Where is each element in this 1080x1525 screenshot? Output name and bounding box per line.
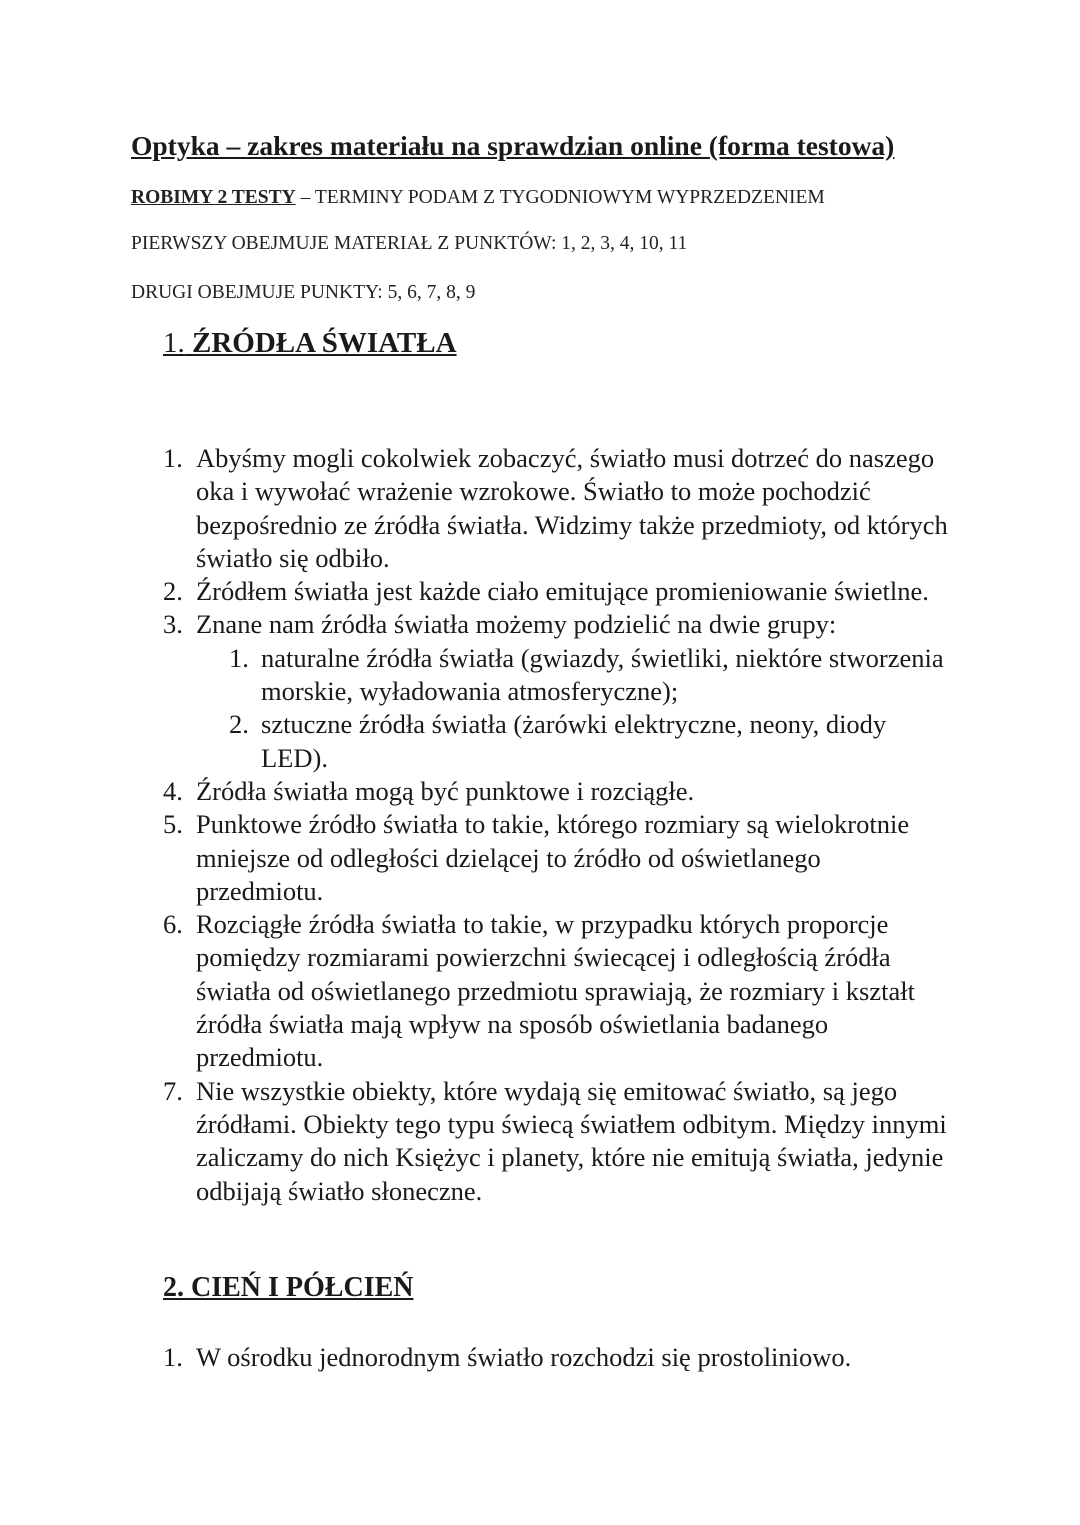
list-item-marker: 6. xyxy=(163,909,183,940)
list-item-text: Abyśmy mogli cokolwiek zobaczyć, światło musi dotrzeć do naszego oka i wywołać wrażenie wzrokowe. Światło to może pochodzić bezpośrednio ze źródła światła. Widzimy także przedmioty, od których światło się odbiło. xyxy=(196,443,948,573)
list-item-text: Znane nam źródła światła możemy podzielić na dwie grupy: xyxy=(196,609,837,640)
list-item xyxy=(163,775,953,808)
list-item xyxy=(163,1075,953,1208)
sub-list xyxy=(196,642,953,775)
section-2-list xyxy=(163,1341,953,1374)
document-title: Optyka – zakres materiału na sprawdzian online (forma testowa) xyxy=(131,130,895,161)
section-1-list xyxy=(163,442,953,1208)
section-1-number: 1. xyxy=(163,327,185,359)
list-item xyxy=(163,442,953,575)
list-item-text: Nie wszystkie obiekty, które wydają się emitować światło, są jego źródłami. Obiekty tego typu świecą światłem odbitym. Między innymi zaliczamy do nich Księżyc i planety, które nie emitują światła, jedynie odbijają światło słoneczne. xyxy=(196,1075,947,1206)
list-item-marker: 3. xyxy=(163,609,183,640)
list-item xyxy=(163,808,953,908)
section-2-title: CIEŃ I PÓŁCIEŃ xyxy=(191,1272,414,1303)
section-2-number: 2. xyxy=(163,1272,184,1303)
list-item xyxy=(163,908,953,1074)
sub-list-item xyxy=(229,642,953,709)
list-item xyxy=(163,575,953,608)
list-item-marker: 1. xyxy=(163,443,183,473)
list-item-text: Źródłem światła jest każde ciało emitujące promieniowanie świetlne. xyxy=(196,576,929,607)
section-2-heading xyxy=(163,1272,413,1304)
meta-tests-count: ROBIMY 2 TESTY xyxy=(131,187,296,208)
list-item xyxy=(163,1341,953,1374)
list-item-text: Źródła światła mogą być punktowe i rozciągłe. xyxy=(196,775,695,806)
list-item-text: Punktowe źródło światła to takie, którego rozmiary są wielokrotnie mniejsze od odległości dzielącej to źródło od oświetlanego przedmiotu. xyxy=(196,809,910,906)
sub-list-item-marker: 1. xyxy=(229,642,249,673)
sub-list-item-text: sztuczne źródła światła (żarówki elektryczne, neony, diody LED). xyxy=(261,709,887,773)
meta-tests-terms: – TERMINY PODAM Z TYGODNIOWYM WYPRZEDZENIEM xyxy=(295,187,825,208)
sub-list-item xyxy=(229,708,953,775)
list-item-text: W ośrodku jednorodnym światło rozchodzi się prostoliniowo. xyxy=(196,1342,852,1372)
section-1-heading xyxy=(163,327,457,360)
meta-first-test-scope: PIERWSZY OBEJMUJE MATERIAŁ Z PUNKTÓW: 1, 2, 3, 4, 10, 11 xyxy=(131,233,688,254)
sub-list-item-marker: 2. xyxy=(229,709,249,740)
meta-second-test-scope: DRUGI OBEJMUJE PUNKTY: 5, 6, 7, 8, 9 xyxy=(131,282,476,303)
list-item-marker: 2. xyxy=(163,576,183,607)
section-1-title: ŹRÓDŁA ŚWIATŁA xyxy=(192,327,457,359)
list-item-marker: 1. xyxy=(163,1342,183,1372)
list-item-marker: 5. xyxy=(163,809,183,840)
list-item xyxy=(163,608,953,774)
meta-tests-info xyxy=(131,187,825,209)
list-item-marker: 4. xyxy=(163,775,183,806)
list-item-text: Rozciągłe źródła światła to takie, w przypadku których proporcje pomiędzy rozmiarami powierzchni świecącej i odległością źródła światła od oświetlanego przedmiotu sprawiają, że rozmiary i kształt źródła światła mają wpływ na sposób oświetlania badanego przedmiotu. xyxy=(196,909,915,1073)
list-item-marker: 7. xyxy=(163,1075,183,1106)
sub-list-item-text: naturalne źródła światła (gwiazdy, świetliki, niektóre stworzenia morskie, wyładowania atmosferyczne); xyxy=(261,642,944,707)
